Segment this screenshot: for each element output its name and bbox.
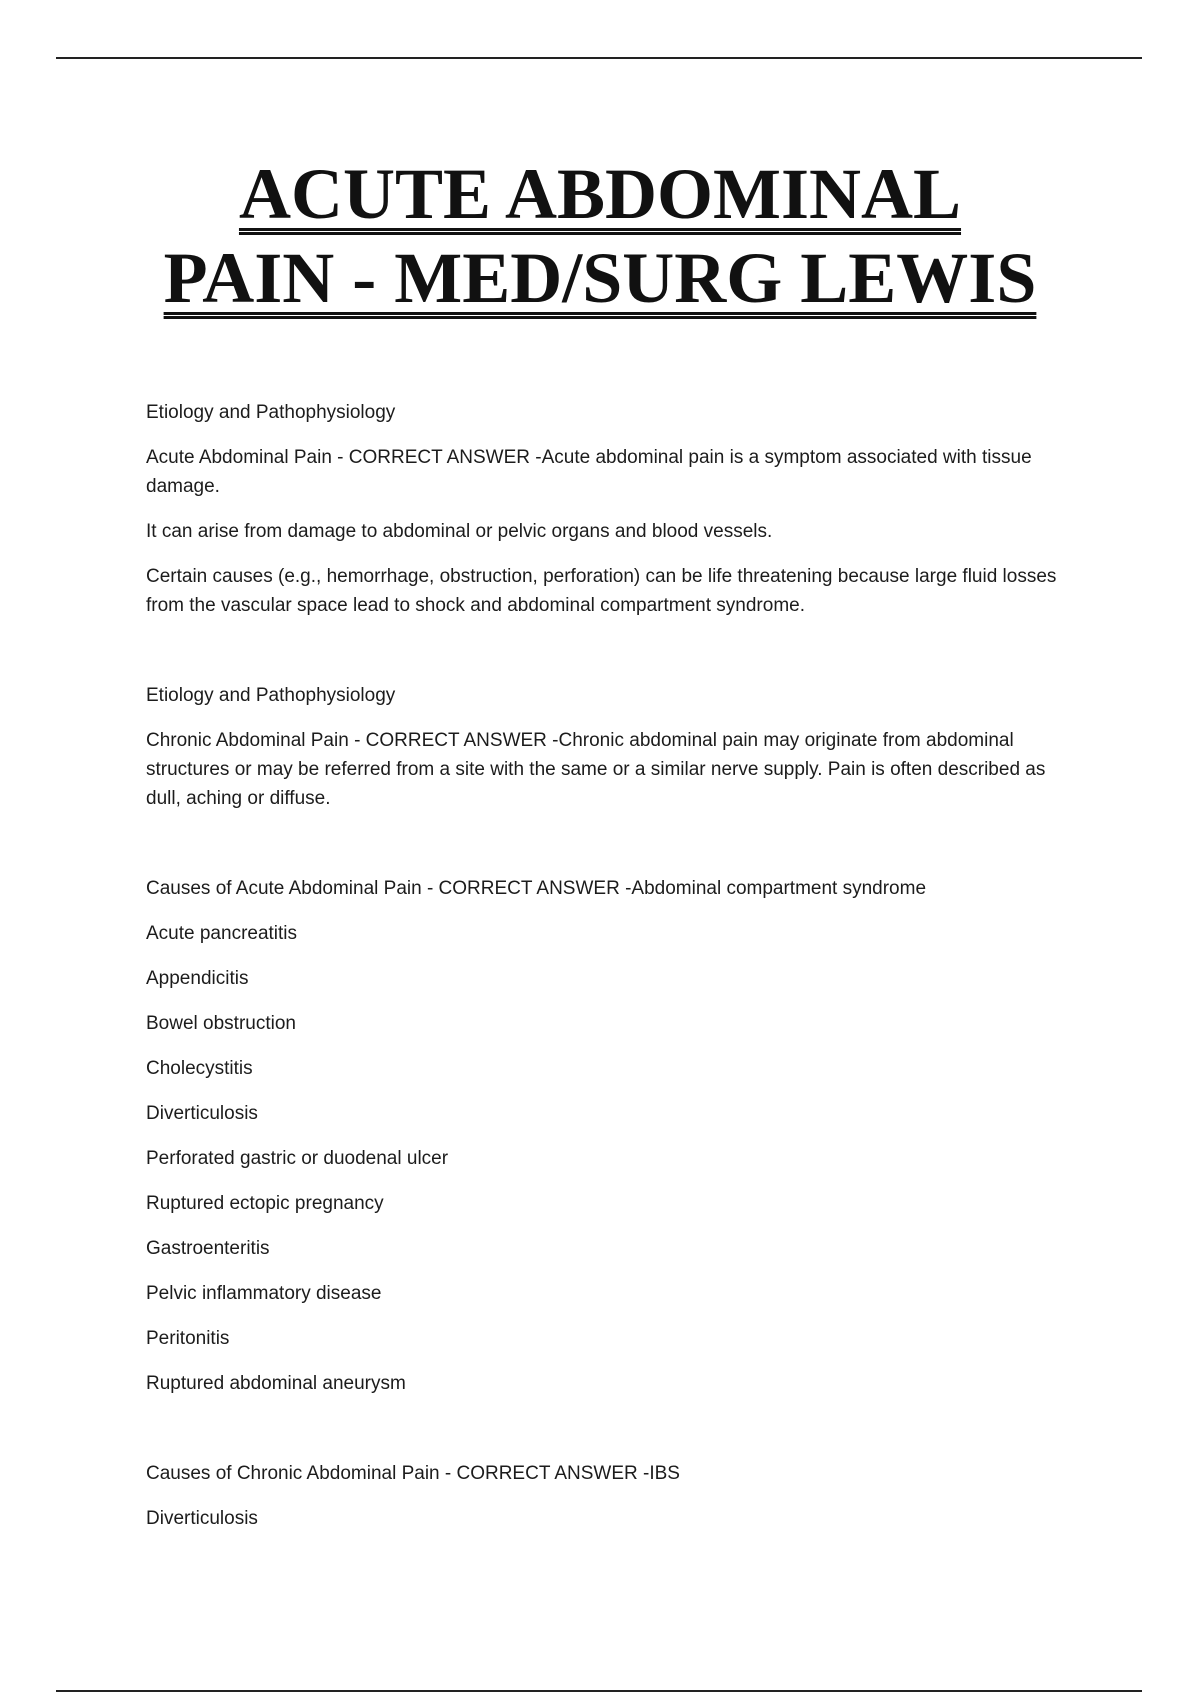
title-line-2: PAIN - MED/SURG LEWIS bbox=[163, 238, 1037, 318]
section-spacer bbox=[146, 1414, 1076, 1459]
bottom-rule bbox=[56, 1690, 1142, 1692]
section-spacer bbox=[146, 636, 1076, 681]
list-item: Bowel obstruction bbox=[146, 1013, 296, 1034]
paragraph: It can arise from damage to abdominal or pelvic organs and blood vessels. bbox=[146, 521, 773, 542]
section-heading: Causes of Acute Abdominal Pain - CORRECT ANSWER -Abdominal compartment syndrome bbox=[146, 878, 927, 899]
paragraph: Acute Abdominal Pain - CORRECT ANSWER -Acute abdominal pain is a symptom associated with tissue damage. bbox=[146, 447, 1032, 497]
list-item: Cholecystitis bbox=[146, 1058, 253, 1079]
document-title bbox=[0, 152, 1200, 320]
list-item: Gastroenteritis bbox=[146, 1238, 270, 1259]
section-heading: Etiology and Pathophysiology bbox=[146, 685, 396, 706]
list-item: Acute pancreatitis bbox=[146, 923, 298, 944]
section-acute-causes bbox=[146, 874, 1076, 1398]
list-item: Ruptured abdominal aneurysm bbox=[146, 1373, 406, 1394]
list-item: Appendicitis bbox=[146, 968, 249, 989]
list-item: Diverticulosis bbox=[146, 1103, 258, 1124]
list-item: Ruptured ectopic pregnancy bbox=[146, 1193, 384, 1214]
list-item: Perforated gastric or duodenal ulcer bbox=[146, 1148, 449, 1169]
section-acute-etiology bbox=[146, 398, 1076, 620]
section-chronic-causes bbox=[146, 1459, 1076, 1533]
paragraph: Chronic Abdominal Pain - CORRECT ANSWER -Chronic abdominal pain may originate from abdominal structures or may be referred from a site with the same or a similar nerve supply. Pain is often described as dull, aching or diffuse. bbox=[146, 730, 1046, 809]
paragraph: Certain causes (e.g., hemorrhage, obstruction, perforation) can be life threatening because large fluid losses from the vascular space lead to shock and abdominal compartment syndrome. bbox=[146, 566, 1057, 616]
section-heading: Causes of Chronic Abdominal Pain - CORRECT ANSWER -IBS bbox=[146, 1463, 680, 1484]
document-body bbox=[146, 398, 1076, 1549]
section-spacer bbox=[146, 829, 1076, 874]
list-item: Pelvic inflammatory disease bbox=[146, 1283, 382, 1304]
list-item: Diverticulosis bbox=[146, 1508, 258, 1529]
top-rule bbox=[56, 57, 1142, 59]
section-chronic-etiology bbox=[146, 681, 1076, 813]
list-item: Peritonitis bbox=[146, 1328, 230, 1349]
section-heading: Etiology and Pathophysiology bbox=[146, 402, 396, 423]
title-line-1: ACUTE ABDOMINAL bbox=[238, 154, 962, 234]
